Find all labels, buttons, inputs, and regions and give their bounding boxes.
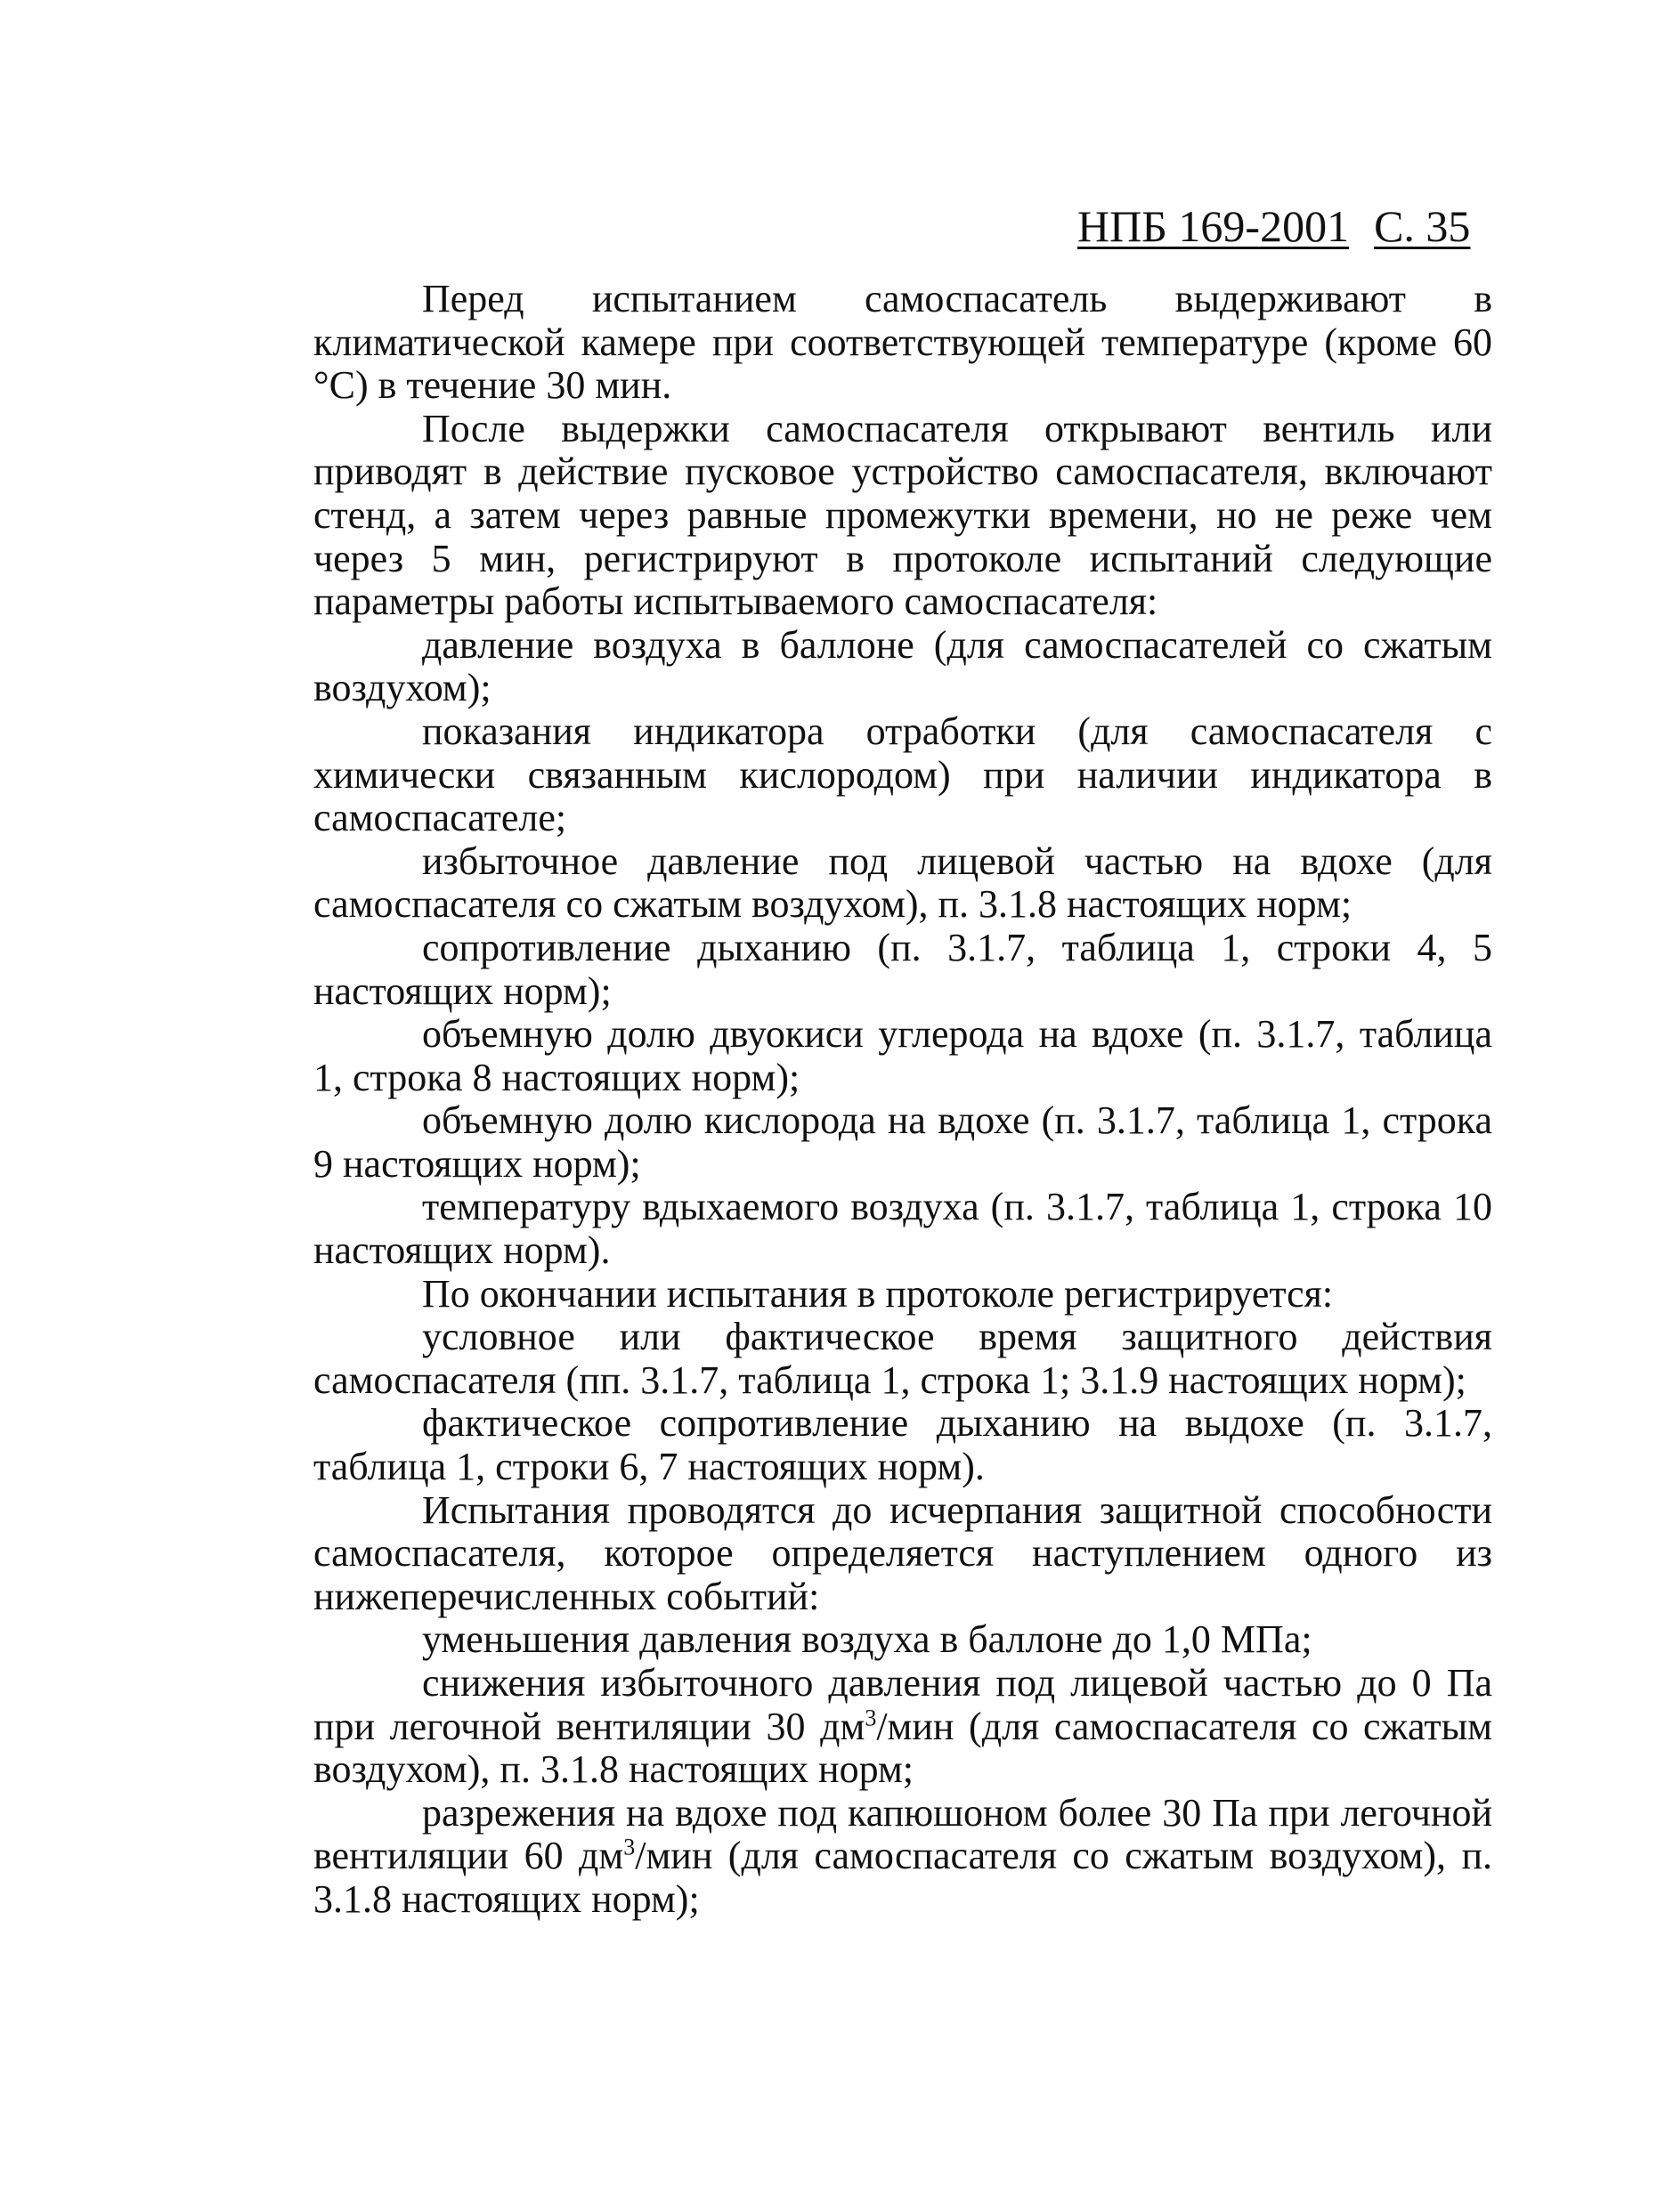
- paragraph: По окончании испытания в протоколе регистрируется:: [422, 1271, 1334, 1316]
- paragraph: показания индикатора отработки (для самоспасателя с химически связанным кислородом) при наличии индикатора в самоспасателе;: [313, 709, 1492, 840]
- page-number: С. 35: [1374, 201, 1471, 251]
- paragraph: сопротивление дыханию (п. 3.1.7, таблица 1, строки 4, 5 настоящих норм);: [313, 925, 1492, 1013]
- paragraph: давление воздуха в баллоне (для самоспасателей со сжатым воздухом);: [313, 622, 1492, 710]
- paragraph: объемную долю двуокиси углерода на вдохе (п. 3.1.7, таблица 1, строка 8 настоящих норм);: [313, 1012, 1492, 1099]
- superscript: 3: [865, 1704, 877, 1730]
- page-header: [1077, 200, 1496, 252]
- paragraph: Перед испытанием самоспасатель выдерживают в климатической камере при соответствующей температуре (кроме 60 °С) в течение 30 мин.: [313, 277, 1492, 408]
- document-code: НПБ 169-2001: [1077, 201, 1350, 251]
- paragraph: объемную долю кислорода на вдохе (п. 3.1.7, таблица 1, строка 9 настоящих норм);: [313, 1098, 1492, 1186]
- paragraph-with-superscript: разрежения на вдохе под капюшоном более 30 Па при легочной вентиляции 60 $дм^3$/мин (для самоспасателя со сжатым воздухом), п. 3.1.8 настоящих норм);: [313, 1790, 1492, 1921]
- superscript: 3: [623, 1834, 636, 1860]
- paragraph: Испытания проводятся до исчерпания защитной способности самоспасателя, которое определяется наступлением одного из нижеперечисленных событий:: [313, 1487, 1492, 1618]
- paragraph: избыточное давление под лицевой частью на вдохе (для самоспасателя со сжатым воздухом), п. 3.1.8 настоящих норм;: [313, 839, 1492, 927]
- paragraph: фактическое сопротивление дыханию на выдохе (п. 3.1.7, таблица 1, строки 6, 7 настоящих норм).: [313, 1401, 1492, 1489]
- paragraph-with-superscript: снижения избыточного давления под лицевой частью до 0 Па при легочной вентиляции 30 $дм^3$/мин (для самоспасателя со сжатым воздухом), п. 3.1.8 настоящих норм;: [313, 1661, 1492, 1792]
- paragraph: После выдержки самоспасателя открывают вентиль или приводят в действие пусковое устройство самоспасателя, включают стенд, а затем через равные промежутки времени, но не реже чем через 5 мин, регистрируют в протоколе испытаний следующие параметры работы испытываемого самоспасателя:: [313, 406, 1492, 624]
- body-text: [313, 278, 1492, 1922]
- paragraph: уменьшения давления воздуха в баллоне до 1,0 МПа;: [422, 1617, 1312, 1662]
- paragraph: температуру вдыхаемого воздуха (п. 3.1.7, таблица 1, строка 10 настоящих норм).: [313, 1185, 1492, 1273]
- paragraph: условное или фактическое время защитного действия самоспасателя (пп. 3.1.7, таблица 1, строка 1; 3.1.9 настоящих норм);: [313, 1315, 1492, 1402]
